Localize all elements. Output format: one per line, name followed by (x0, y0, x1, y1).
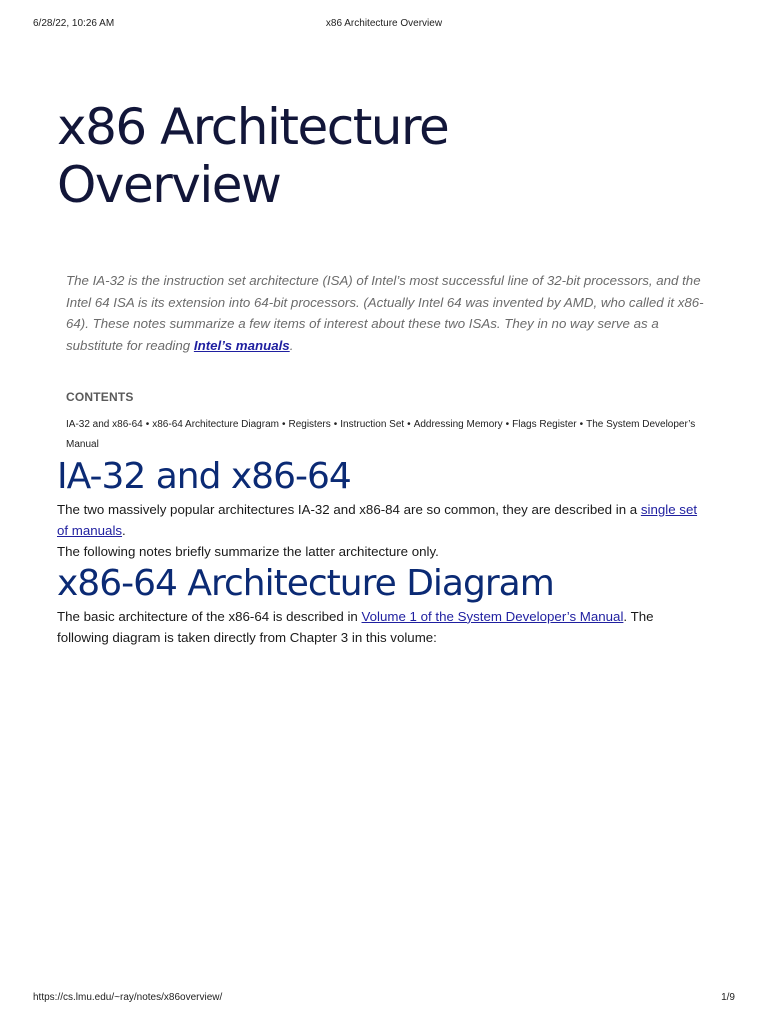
print-date: 6/28/22, 10:26 AM (33, 18, 115, 29)
ia32-paragraph-2: The following notes briefly summarize the latter architecture only. (57, 543, 439, 559)
volume-1-manual-link[interactable]: Volume 1 of the System Developer’s Manual (361, 608, 624, 624)
print-url: https://cs.lmu.edu/~ray/notes/x86overview/ (33, 992, 223, 1003)
section-heading-ia32: IA-32 and x86-64 (57, 455, 351, 497)
diagram-p1-text: The basic architecture of the x86-64 is described in (57, 608, 362, 624)
toc-separator: • (281, 418, 286, 430)
print-page-title: x86 Architecture Overview (325, 18, 443, 29)
toc-separator: • (407, 418, 411, 430)
print-page-number: 1/9 (721, 992, 735, 1003)
article (57, 98, 707, 648)
toc-link[interactable]: Instruction Set (340, 418, 405, 430)
ia32-p1-end: . (122, 522, 126, 538)
diagram-p1-end: . The following diagram is taken directly from Chapter 3 in this volume: (57, 608, 654, 645)
toc-link[interactable]: Flags Register (512, 418, 577, 430)
toc-link[interactable]: Addressing Memory (413, 418, 503, 430)
table-of-contents (66, 415, 706, 455)
ia32-paragraph-1 (57, 499, 707, 541)
intel-manuals-link[interactable]: Intel’s manuals (193, 338, 290, 354)
toc-link[interactable]: IA-32 and x86-64 (66, 418, 143, 430)
page-title (57, 98, 707, 214)
toc-separator: • (579, 418, 584, 430)
page-title-line1: x86 Architecture (57, 98, 449, 156)
section-heading-diagram: x86-64 Architecture Diagram (57, 562, 554, 604)
print-footer (33, 992, 735, 1006)
single-set-of-manuals-link[interactable]: single set of manuals (57, 501, 698, 538)
intro-paragraph (66, 270, 706, 357)
print-header (33, 18, 735, 32)
contents-heading: CONTENTS (66, 389, 134, 404)
intro-end: . (289, 338, 294, 354)
toc-link[interactable]: x86-64 Architecture Diagram (152, 418, 279, 430)
page-title-line2: Overview (57, 156, 281, 214)
toc-separator: • (505, 418, 510, 430)
toc-separator: • (333, 418, 338, 430)
toc-separator: • (145, 418, 150, 430)
toc-link[interactable]: Registers (288, 418, 331, 430)
ia32-p1-text: The two massively popular architectures IA-32 and x86-84 are so common, they are described in a (57, 501, 641, 517)
toc-link[interactable]: The System Developer’s Manual (66, 418, 696, 450)
diagram-paragraph-1 (57, 606, 707, 648)
intro-text: The IA-32 is the instruction set architecture (ISA) of Intel’s most successful line of 32-bit processors, and the Intel 64 ISA is its extension into 64-bit processors. (Actually Intel 64 was invented by AMD, who called it x86-64). These notes summarize a few items of interest about these two ISAs. They in no way serve as a substitute for reading (66, 273, 704, 354)
